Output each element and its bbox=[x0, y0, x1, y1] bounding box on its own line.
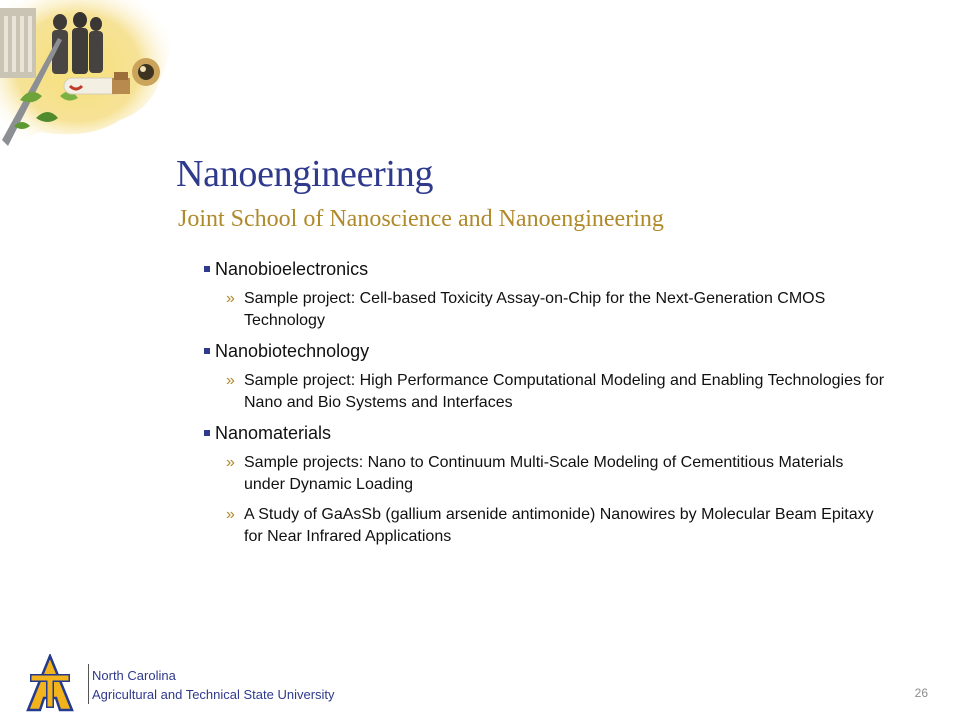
slide-subtitle: Joint School of Nanoscience and Nanoengineering bbox=[178, 206, 664, 232]
slide-content bbox=[206, 258, 886, 556]
bullet-item bbox=[206, 258, 886, 280]
slide-title: Nanoengineering bbox=[176, 153, 434, 195]
sub-bullet-marker: » bbox=[226, 372, 235, 389]
sub-bullet-marker: » bbox=[226, 506, 235, 523]
square-bullet-icon bbox=[204, 348, 210, 354]
bullet-item bbox=[206, 422, 886, 444]
university-name-line2: Agricultural and Technical State University bbox=[92, 687, 335, 702]
square-bullet-icon bbox=[204, 430, 210, 436]
bullet-text: Nanobioelectronics bbox=[215, 259, 369, 279]
sub-bullet-item bbox=[226, 288, 886, 332]
aggie-logo-icon bbox=[26, 654, 74, 712]
sub-bullet-marker: » bbox=[226, 290, 235, 307]
slide-footer bbox=[0, 650, 960, 720]
page-number: 26 bbox=[914, 686, 928, 700]
sub-bullet-text: Sample project: High Performance Computational Modeling and Enabling Technologies for Nano and Bio Systems and Interfaces bbox=[244, 372, 885, 411]
bullet-item bbox=[206, 340, 886, 362]
footer-divider bbox=[88, 664, 89, 704]
header-collage-image bbox=[0, 0, 180, 150]
bullet-text: Nanobiotechnology bbox=[215, 341, 370, 361]
square-bullet-icon bbox=[204, 266, 210, 272]
sub-bullet-item bbox=[226, 504, 886, 548]
bullet-text: Nanomaterials bbox=[215, 423, 332, 443]
sub-bullet-item bbox=[226, 370, 886, 414]
sub-bullet-text: A Study of GaAsSb (gallium arsenide antimonide) Nanowires by Molecular Beam Epitaxy for Near Infrared Applications bbox=[244, 506, 874, 545]
sub-bullet-text: Sample project: Cell-based Toxicity Assay-on-Chip for the Next-Generation CMOS Technology bbox=[244, 290, 826, 329]
university-name-line1: North Carolina bbox=[92, 668, 176, 683]
sub-bullet-marker: » bbox=[226, 454, 235, 471]
sub-bullet-item bbox=[226, 452, 886, 496]
sub-bullet-text: Sample projects: Nano to Continuum Multi-Scale Modeling of Cementitious Materials under Dynamic Loading bbox=[244, 454, 844, 493]
